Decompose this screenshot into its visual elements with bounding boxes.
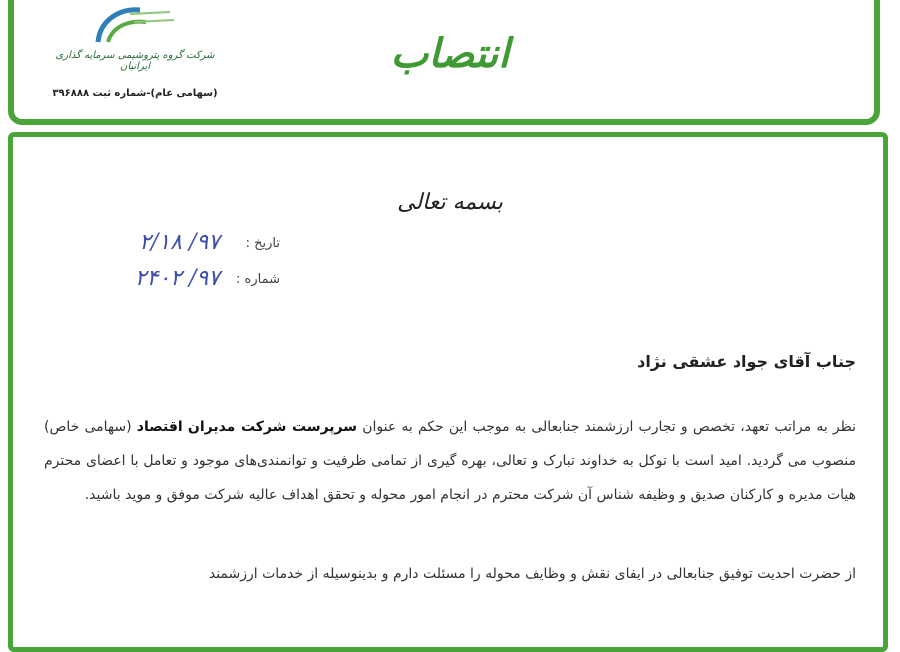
paragraph-text-start: نظر به مراتب تعهد، تخصص و تجارب ارزشمند جنابعالی به موجب این حکم به عنوان	[357, 419, 857, 435]
number-label: شماره :	[236, 272, 280, 287]
document-title: انتصاب	[390, 30, 510, 77]
invocation-heading: بسمه تعالی	[397, 190, 503, 215]
recipient-line: جناب آقای جواد عشقی نژاد	[637, 352, 856, 371]
appointment-paragraph	[44, 410, 856, 512]
company-logo	[50, 2, 220, 102]
company-logo-icon	[90, 2, 180, 48]
date-label: تاریخ :	[245, 236, 280, 251]
paragraph-text-end: (سهامی خاص) منصوب می گردید. امید است با توکل به خداوند تبارک و تعالی، بهره گیری از تمامی ظرفیت و توانمندی‌های موجود و تعامل با اعضای محترم هیات مدیره و کارکنان صدیق و وظیفه شناس آن شرکت محترم در انجام امور محوله و تحقق اهداف عالیه شرکت موفق و موید باشید.	[44, 419, 856, 503]
company-registration: (سهامی عام)-شماره ثبت ۳۹۶۸۸۸	[52, 88, 218, 99]
date-row	[60, 232, 280, 258]
number-value: ۹۷/ ۲۴۰۲	[134, 266, 220, 291]
company-name: شرکت گروه پتروشیمی سرمایه گذاری ایرانیان	[55, 50, 215, 72]
number-row	[60, 268, 280, 294]
date-value: ۹۷/ ۲/۱۸	[139, 230, 220, 255]
closing-paragraph: از حضرت احدیت توفیق جنابعالی در ایفای نقش و وظایف محوله را مسئلت دارم و بدینوسیله از خدمات ارزشمند	[208, 566, 856, 582]
position-title-cont: اقتصاد	[136, 419, 183, 435]
position-title: سرپرست شرکت مدیران	[187, 419, 358, 435]
